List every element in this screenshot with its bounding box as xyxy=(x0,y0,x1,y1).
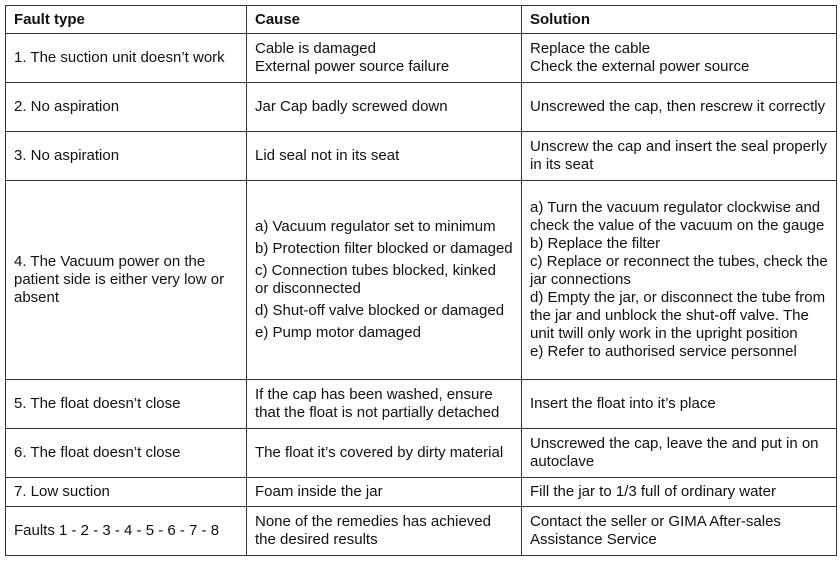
table-row xyxy=(6,380,837,429)
fault-cell: 2. No aspiration xyxy=(6,83,247,132)
cause-cell xyxy=(247,181,522,380)
cause-line: e) Pump motor damaged xyxy=(255,324,421,341)
table-row xyxy=(6,83,837,132)
cause-cell xyxy=(247,507,522,556)
cause-line: None of the remedies has achieved the desired results xyxy=(255,513,491,548)
cause-line: d) Shut-off valve blocked or damaged xyxy=(255,302,505,319)
cause-cell xyxy=(247,132,522,181)
fault-type-header: Fault type xyxy=(6,6,247,34)
table-row xyxy=(6,429,837,478)
cause-line: Jar Cap badly screwed down xyxy=(255,98,448,115)
table-row xyxy=(6,132,837,181)
solution-line: Contact the seller or GIMA After-sales Assistance Service xyxy=(530,513,781,548)
solution-line: Insert the float into it’s place xyxy=(530,395,716,412)
table-header-row xyxy=(6,6,837,34)
troubleshooting-table xyxy=(5,5,837,556)
solution-cell xyxy=(522,380,837,429)
solution-line: Check the external power source xyxy=(530,58,750,75)
cause-line: If the cap has been washed, ensure that the float is not partially detached xyxy=(255,386,500,421)
cause-line: b) Protection filter blocked or damaged xyxy=(255,240,513,257)
cause-line: Cable is damaged xyxy=(255,40,376,57)
cause-cell xyxy=(247,83,522,132)
solution-cell xyxy=(522,429,837,478)
table-row xyxy=(6,507,837,556)
cause-cell xyxy=(247,380,522,429)
cause-line: Lid seal not in its seat xyxy=(255,147,400,164)
fault-cell: Faults 1 - 2 - 3 - 4 - 5 - 6 - 7 - 8 xyxy=(6,507,247,556)
table-row xyxy=(6,181,837,380)
solution-cell xyxy=(522,34,837,83)
solution-line: Replace the cable xyxy=(530,40,651,57)
cause-header: Cause xyxy=(247,6,522,34)
cause-cell xyxy=(247,478,522,507)
fault-cell: 4. The Vacuum power on the patient side is either very low or absent xyxy=(6,181,247,380)
fault-cell: 5. The float doesn’t close xyxy=(6,380,247,429)
cause-line: Foam inside the jar xyxy=(255,483,383,500)
solution-line: Unscrewed the cap, then rescrew it correctly xyxy=(530,98,826,115)
solution-line: Unscrewed the cap, leave the and put in on autoclave xyxy=(530,435,819,470)
cause-cell xyxy=(247,34,522,83)
cause-line: c) Connection tubes blocked, kinked or disconnected xyxy=(255,262,496,297)
cause-line: External power source failure xyxy=(255,58,450,75)
solution-header: Solution xyxy=(522,6,837,34)
solution-line: Unscrew the cap and insert the seal properly in its seat xyxy=(530,138,827,173)
table-row xyxy=(6,34,837,83)
fault-cell: 3. No aspiration xyxy=(6,132,247,181)
solution-line: a) Turn the vacuum regulator clockwise and check the value of the vacuum on the gauge xyxy=(530,199,825,234)
fault-cell: 7. Low suction xyxy=(6,478,247,507)
cause-cell xyxy=(247,429,522,478)
cause-line: a) Vacuum regulator set to minimum xyxy=(255,218,496,235)
table-row xyxy=(6,478,837,507)
cause-line: The float it’s covered by dirty material xyxy=(255,444,504,461)
solution-line: Fill the jar to 1/3 full of ordinary water xyxy=(530,483,776,500)
fault-cell: 1. The suction unit doesn’t work xyxy=(6,34,247,83)
solution-line: d) Empty the jar, or disconnect the tube from the jar and unblock the shut-off valve. The unit twill only work in the upright position xyxy=(530,289,826,342)
solution-line: b) Replace the filter xyxy=(530,235,661,252)
solution-line: c) Replace or reconnect the tubes, check the jar connections xyxy=(530,253,828,288)
solution-cell xyxy=(522,478,837,507)
fault-cell: 6. The float doesn’t close xyxy=(6,429,247,478)
solution-cell xyxy=(522,132,837,181)
solution-cell xyxy=(522,507,837,556)
solution-line: e) Refer to authorised service personnel xyxy=(530,343,797,360)
solution-cell xyxy=(522,83,837,132)
solution-cell xyxy=(522,181,837,380)
